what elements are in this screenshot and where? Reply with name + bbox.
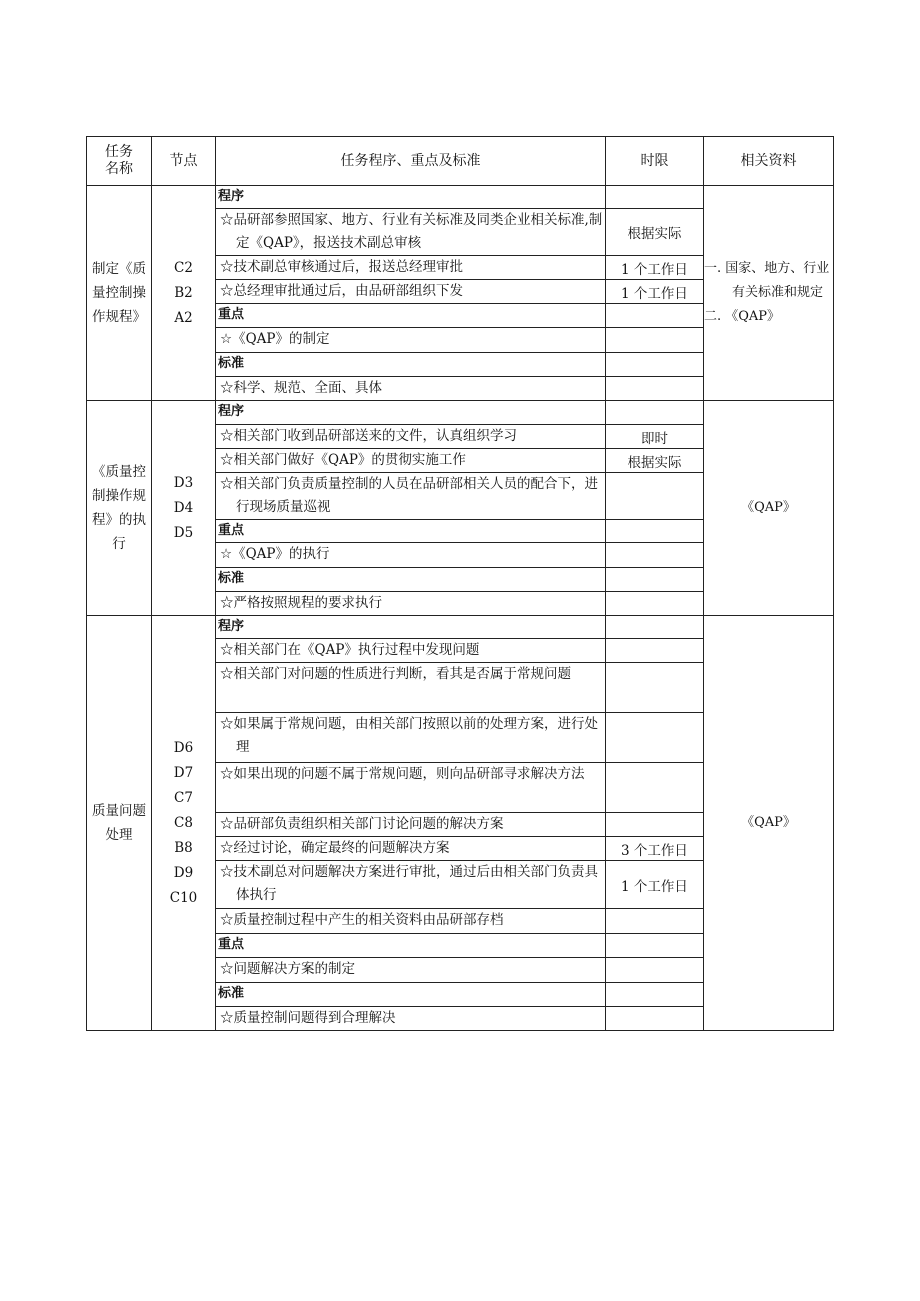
procedure-step-text: ☆质量控制问题得到合理解决 — [220, 1010, 396, 1026]
section-label — [216, 520, 606, 543]
procedure-step — [216, 473, 606, 520]
section-label-text: 重点 — [218, 523, 245, 538]
procedure-step — [216, 909, 606, 934]
procedure-table — [86, 136, 834, 1031]
time-limit-cell — [606, 958, 704, 983]
procedure-step-text: ☆相关部门负责质量控制的人员在品研部相关人员的配合下，进行现场质量巡视 — [220, 476, 598, 515]
procedure-step — [216, 861, 606, 909]
time-limit-cell — [606, 473, 704, 520]
related-docs-cell — [704, 401, 834, 616]
related-doc-item: 一. 国家、地方、行业有关标准和规定 — [704, 261, 830, 300]
time-limit-cell: 1 个工作日 — [606, 280, 704, 304]
procedure-step-text: ☆技术副总对问题解决方案进行审批，通过后由相关部门负责具体执行 — [220, 864, 598, 903]
section-label-text: 标准 — [218, 571, 245, 586]
related-doc-item: 《QAP》 — [741, 500, 796, 515]
related-docs-list — [704, 496, 833, 520]
procedure-step-text: ☆问题解决方案的制定 — [220, 961, 355, 977]
time-limit-cell — [606, 983, 704, 1007]
procedure-step — [216, 280, 606, 304]
section-label — [216, 934, 606, 958]
time-limit-cell — [606, 304, 704, 328]
time-limit-cell — [606, 328, 704, 353]
table-row — [87, 401, 834, 425]
section-label-text: 标准 — [218, 356, 245, 371]
procedure-step — [216, 377, 606, 401]
procedure-step-text: ☆质量控制过程中产生的相关资料由品研部存档 — [220, 912, 504, 928]
procedure-step — [216, 813, 606, 837]
node-code: C7 — [174, 789, 193, 806]
header-procedure: 任务程序、重点及标准 — [216, 137, 606, 186]
node-cell — [152, 616, 216, 1031]
section-label — [216, 401, 606, 425]
procedure-step — [216, 1007, 606, 1031]
procedure-step-text: ☆品研部负责组织相关部门讨论问题的解决方案 — [220, 816, 504, 832]
time-limit-cell — [606, 663, 704, 713]
procedure-step-text: ☆如果出现的问题不属于常规问题，则向品研部寻求解决方法 — [220, 766, 585, 782]
procedure-step-text: ☆《QAP》的制定 — [220, 331, 330, 347]
section-label — [216, 568, 606, 592]
node-code: C8 — [174, 814, 193, 831]
time-limit-cell — [606, 616, 704, 639]
procedure-step-text: ☆经过讨论，确定最终的问题解决方案 — [220, 840, 450, 856]
time-limit-cell: 1 个工作日 — [606, 861, 704, 909]
section-label — [216, 983, 606, 1007]
procedure-step — [216, 449, 606, 473]
time-limit-cell: 1 个工作日 — [606, 256, 704, 280]
node-code: D9 — [173, 864, 194, 881]
node-code: C2 — [174, 259, 193, 276]
node-cell — [152, 401, 216, 616]
procedure-step — [216, 328, 606, 353]
time-limit-cell: 根据实际 — [606, 209, 704, 256]
section-label-text: 标准 — [218, 986, 245, 1001]
node-code: D6 — [173, 739, 194, 756]
node-code: C10 — [169, 889, 198, 906]
procedure-step — [216, 958, 606, 983]
time-limit-cell — [606, 568, 704, 592]
procedure-step — [216, 425, 606, 449]
time-limit-cell — [606, 520, 704, 543]
node-code: B2 — [174, 284, 193, 301]
table-row — [87, 186, 834, 209]
procedure-step-text: ☆如果属于常规问题，由相关部门按照以前的处理方案，进行处理 — [220, 716, 598, 755]
time-limit-cell — [606, 353, 704, 377]
related-doc-item: 二. 《QAP》 — [704, 309, 781, 324]
procedure-step-text: ☆总经理审批通过后，由品研部组织下发 — [220, 283, 463, 299]
procedure-step — [216, 209, 606, 256]
section-label-text: 重点 — [218, 307, 245, 322]
task-name-cell: 制定《质量控制操作规程》 — [87, 186, 152, 401]
section-label-text: 重点 — [218, 937, 245, 952]
header-time-limit: 时限 — [606, 137, 704, 186]
node-code: A2 — [174, 309, 193, 326]
header-task-name: 任务名称 — [87, 137, 152, 186]
procedure-step — [216, 713, 606, 763]
node-code: D4 — [173, 499, 194, 516]
section-label-text: 程序 — [218, 189, 245, 204]
time-limit-cell — [606, 186, 704, 209]
procedure-step-text: ☆相关部门做好《QAP》的贯彻实施工作 — [220, 452, 466, 468]
procedure-step — [216, 639, 606, 663]
header-node: 节点 — [152, 137, 216, 186]
procedure-step-text: ☆相关部门收到品研部送来的文件，认真组织学习 — [220, 428, 517, 444]
table-body — [87, 186, 834, 1031]
related-doc-item: 《QAP》 — [741, 815, 796, 830]
time-limit-cell — [606, 592, 704, 616]
procedure-step-text: ☆技术副总审核通过后，报送总经理审批 — [220, 259, 463, 275]
section-label-text: 程序 — [218, 619, 245, 634]
task-name-cell: 《质量控制操作规程》的执行 — [87, 401, 152, 616]
procedure-step — [216, 543, 606, 568]
procedure-step-text: ☆《QAP》的执行 — [220, 546, 330, 562]
procedure-step — [216, 592, 606, 616]
procedure-step-text: ☆品研部参照国家、地方、行业有关标准及同类企业相关标准,制定《QAP》，报送技术副总审核 — [220, 212, 603, 251]
time-limit-cell — [606, 934, 704, 958]
time-limit-cell — [606, 1007, 704, 1031]
related-docs-list — [704, 811, 833, 835]
node-code: D3 — [173, 474, 194, 491]
related-docs-cell — [704, 186, 834, 401]
header-related-docs: 相关资料 — [704, 137, 834, 186]
section-label — [216, 186, 606, 209]
procedure-step — [216, 837, 606, 861]
related-docs-list — [704, 257, 833, 329]
procedure-step-text: ☆相关部门在《QAP》执行过程中发现问题 — [220, 642, 480, 658]
procedure-step-text: ☆相关部门对问题的性质进行判断，看其是否属于常规问题 — [220, 666, 571, 682]
time-limit-cell — [606, 543, 704, 568]
procedure-step — [216, 763, 606, 813]
node-cell — [152, 186, 216, 401]
time-limit-cell — [606, 909, 704, 934]
procedure-step — [216, 663, 606, 713]
section-label — [216, 616, 606, 639]
section-label — [216, 304, 606, 328]
time-limit-cell — [606, 813, 704, 837]
node-code: D7 — [173, 764, 194, 781]
section-label — [216, 353, 606, 377]
time-limit-cell — [606, 401, 704, 425]
related-docs-cell — [704, 616, 834, 1031]
time-limit-cell: 3 个工作日 — [606, 837, 704, 861]
time-limit-cell — [606, 639, 704, 663]
table-row — [87, 616, 834, 639]
time-limit-cell — [606, 713, 704, 763]
time-limit-cell: 根据实际 — [606, 449, 704, 473]
task-name-cell: 质量问题处理 — [87, 616, 152, 1031]
procedure-step-text: ☆严格按照规程的要求执行 — [220, 595, 382, 611]
time-limit-cell: 即时 — [606, 425, 704, 449]
time-limit-cell — [606, 763, 704, 813]
header-row — [87, 137, 834, 186]
time-limit-cell — [606, 377, 704, 401]
section-label-text: 程序 — [218, 404, 245, 419]
node-code: D5 — [173, 524, 194, 541]
procedure-step-text: ☆科学、规范、全面、具体 — [220, 380, 382, 396]
procedure-step — [216, 256, 606, 280]
node-code: B8 — [174, 839, 193, 856]
